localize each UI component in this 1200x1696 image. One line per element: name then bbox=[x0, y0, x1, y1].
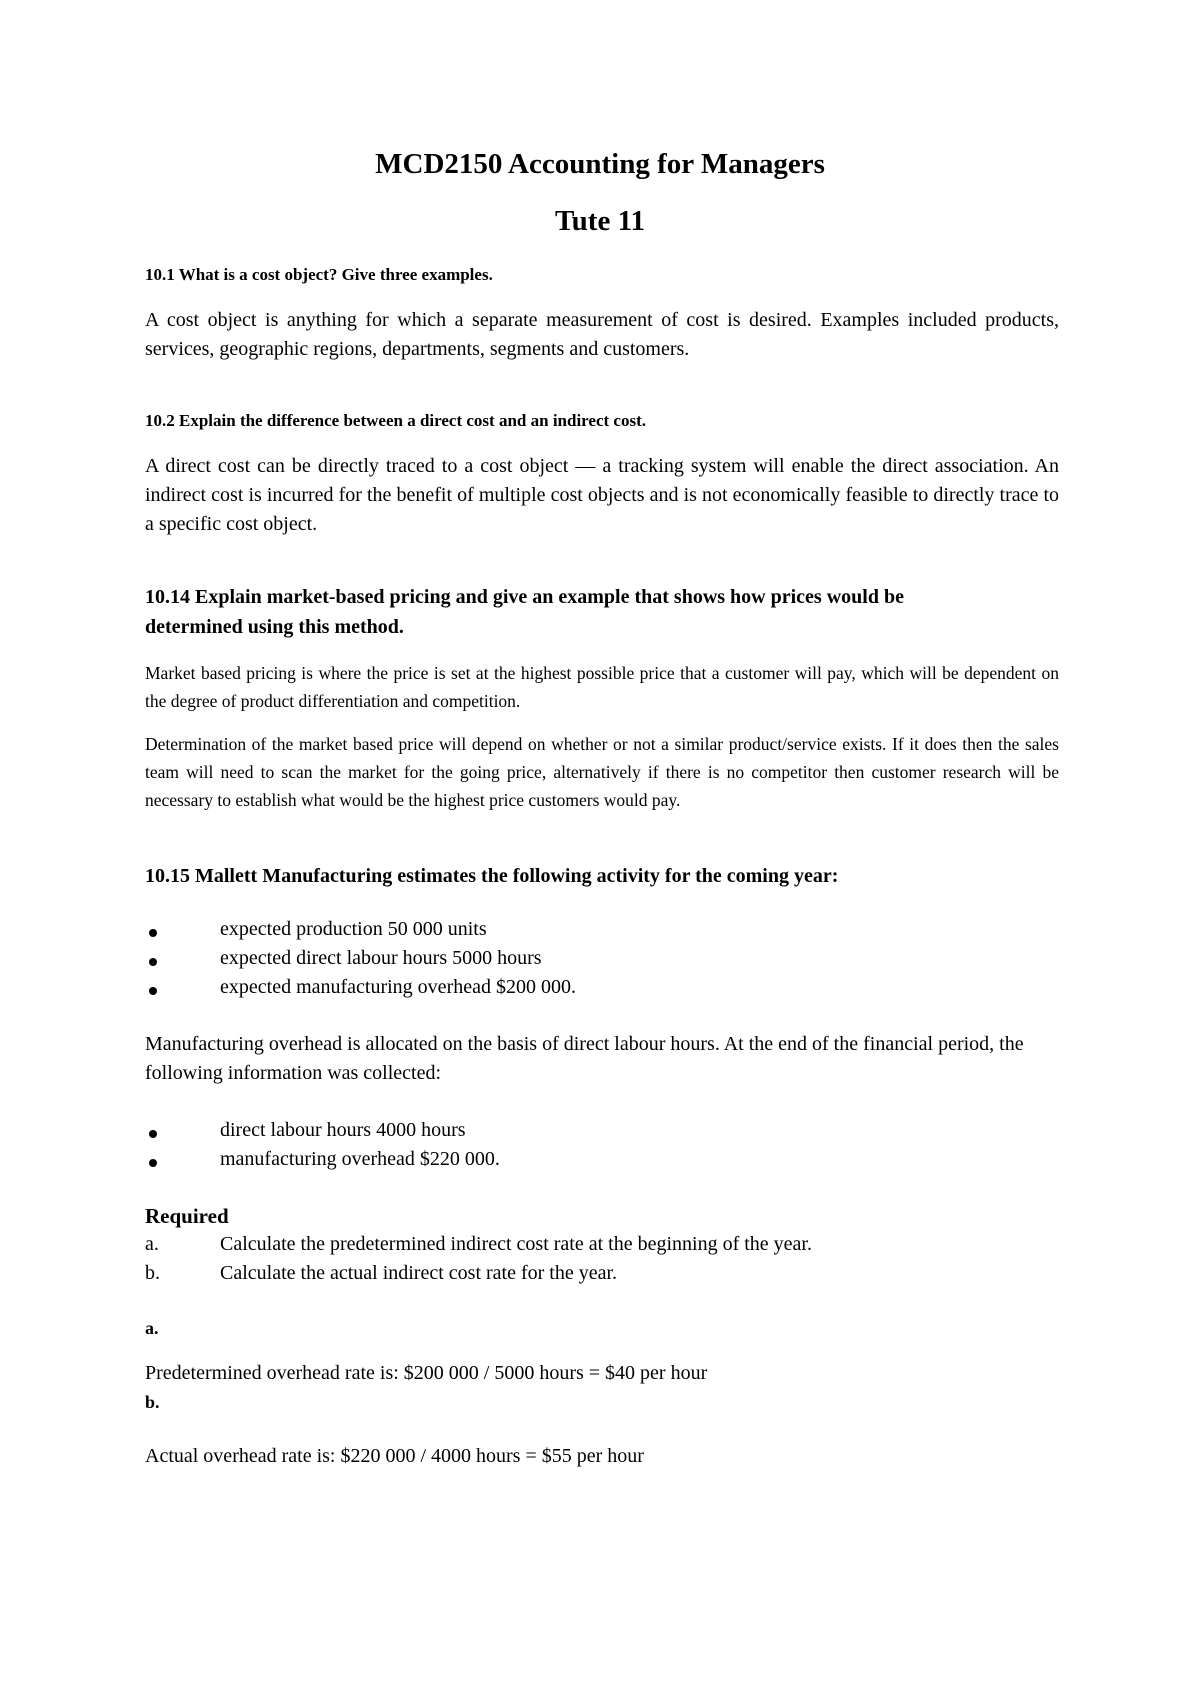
bullet-icon bbox=[149, 958, 157, 966]
question-10-2-answer: A direct cost can be directly traced to a cost object — a tracking system will enable the direct association. An indirect cost is incurred for the benefit of multiple cost objects and is not economically feasible to directly trace to a specific cost object. bbox=[145, 455, 1059, 535]
document-title: MCD2150 Accounting for Managers bbox=[375, 148, 825, 180]
answer-b: Actual overhead rate is: $220 000 / 4000 hours = $55 per hour bbox=[145, 1445, 644, 1467]
bullet-icon bbox=[149, 929, 157, 937]
required-label: Required bbox=[145, 1204, 229, 1228]
required-item-text: Calculate the predetermined indirect cost rate at the beginning of the year. bbox=[220, 1233, 812, 1255]
question-10-14-heading-line1: 10.14 Explain market-based pricing and give an example that shows how prices would be bbox=[145, 586, 904, 608]
question-10-1-answer: A cost object is anything for which a separate measurement of cost is desired. Examples included products, services, geographic regions, departments, segments and customers. bbox=[145, 309, 1059, 360]
actual-item: direct labour hours 4000 hours bbox=[220, 1119, 466, 1141]
question-10-14-heading-line2: determined using this method. bbox=[145, 616, 404, 638]
question-10-15-heading: 10.15 Mallett Manufacturing estimates the following activity for the coming year: bbox=[145, 865, 839, 887]
question-10-1-heading: 10.1 What is a cost object? Give three examples. bbox=[145, 265, 493, 284]
answer-a: Predetermined overhead rate is: $200 000 / 5000 hours = $40 per hour bbox=[145, 1362, 708, 1384]
required-item-text: Calculate the actual indirect cost rate for the year. bbox=[220, 1262, 618, 1284]
bullet-icon bbox=[149, 987, 157, 995]
document-subtitle: Tute 11 bbox=[555, 205, 645, 237]
question-10-14-paragraph-1: Market based pricing is where the price is set at the highest possible price that a customer will pay, which will be dependent on the degree of product differentiation and competition. bbox=[145, 663, 1059, 711]
question-10-15-intro: Manufacturing overhead is allocated on the basis of direct labour hours. At the end of the financial period, the following information was collected: bbox=[145, 1033, 1024, 1084]
answer-a-label: a. bbox=[145, 1318, 159, 1338]
required-item-marker: b. bbox=[145, 1262, 160, 1284]
estimate-item: expected direct labour hours 5000 hours bbox=[220, 947, 542, 969]
estimate-item: expected manufacturing overhead $200 000. bbox=[220, 976, 576, 998]
bullet-icon bbox=[149, 1159, 157, 1167]
question-10-14-paragraph-2: Determination of the market based price will depend on whether or not a similar product/service exists. If it does then the sales team will need to scan the market for the going price, alternatively if there is no competitor then customer research will be necessary to establish what would be the highest price customers would pay. bbox=[145, 734, 1059, 810]
answer-b-label: b. bbox=[145, 1392, 160, 1412]
required-item-marker: a. bbox=[145, 1233, 159, 1255]
actual-item: manufacturing overhead $220 000. bbox=[220, 1148, 500, 1170]
estimate-item: expected production 50 000 units bbox=[220, 918, 487, 940]
bullet-icon bbox=[149, 1130, 157, 1138]
question-10-2-heading: 10.2 Explain the difference between a direct cost and an indirect cost. bbox=[145, 411, 646, 430]
